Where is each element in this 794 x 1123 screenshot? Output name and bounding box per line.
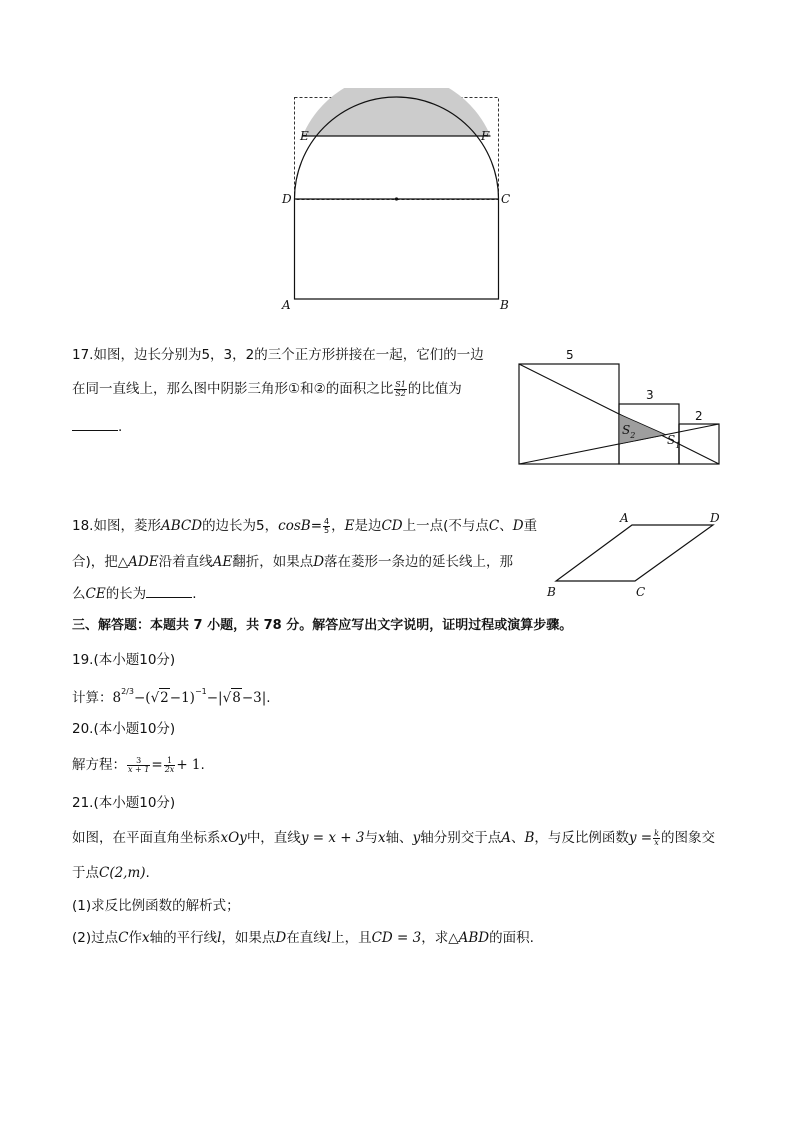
- q21-part1: (1)求反比例函数的解析式；: [72, 898, 240, 914]
- q17-line2: 在同一直线上，那么图中阴影三角形①和②的面积之比 $\frac{S1}{S2}$ 的比值为: [72, 379, 462, 398]
- q18-line3: 么CE的长为 .: [72, 586, 197, 602]
- q20-header: 20.(本小题10分): [72, 721, 176, 737]
- label-side-3: 3: [646, 388, 654, 402]
- label-b: B: [500, 298, 509, 312]
- label-e: E: [300, 129, 309, 143]
- semicircle-rectangle-figure: [270, 88, 520, 318]
- q17-line1: 17.如图，边长分别为5，3，2的三个正方形拼接在一起，它们的一边: [72, 347, 484, 363]
- label-d: D: [710, 511, 720, 525]
- section-heading: 三、解答题：本题共 7 小题，共 78 分。解答应写出文字说明，证明过程或演算步骤。: [72, 618, 573, 633]
- q18-line1: 18.如图，菱形ABCD的边长为5，cosB= $\frac{4}{5}$ ，E是边CD上一点(不与点C、D重: [72, 516, 538, 535]
- q21-part2: (2)过点C作x轴的平行线l，如果点D在直线l上，且CD = 3，求△ABD的面积.: [72, 930, 534, 946]
- rhombus-abcd: [556, 525, 713, 581]
- q17-line3: .: [72, 418, 122, 436]
- label-s1: $S_1$: [667, 433, 681, 450]
- rhombus-figure: [540, 508, 730, 600]
- three-squares-figure: [512, 344, 727, 469]
- q21-header: 21.(本小题10分): [72, 795, 176, 811]
- rectangle-abcd: [295, 199, 499, 299]
- center-point: [395, 197, 398, 200]
- label-a: A: [620, 511, 629, 525]
- q19-expression: 计算：$8^{2/3}-(√2-1)^{-1}-|√8-3|$.: [72, 687, 271, 706]
- q21-line1: 如图，在平面直角坐标系xOy中，直线y = x + 3与x轴、y轴分别交于点A、B，与反比例函数y = $\frac{k}{x}$ 的图象交: [72, 828, 715, 847]
- square-5: [519, 364, 619, 464]
- q18-line2: 合)，把△ADE沿着直线AE翻折，如果点D落在菱形一条边的延长线上，那: [72, 554, 514, 570]
- label-s2: $S_2$: [622, 423, 636, 440]
- label-side-2: 2: [695, 409, 703, 423]
- label-d: D: [282, 192, 292, 206]
- square-2: [679, 424, 719, 464]
- shaded-segment: [303, 88, 491, 136]
- label-f: F: [481, 129, 490, 143]
- q19-header: 19.(本小题10分): [72, 652, 176, 668]
- label-b: B: [547, 585, 556, 599]
- ratio-denominator: S2: [395, 388, 406, 398]
- answer-blank[interactable]: [146, 585, 192, 598]
- q20-equation: 解方程： $\frac{3}{x + 1}$ = $\frac{1}{2x}$ + 1.: [72, 755, 205, 774]
- label-side-5: 5: [566, 348, 574, 362]
- label-c: C: [501, 192, 511, 206]
- ratio-numerator: S1: [395, 379, 406, 389]
- label-a: A: [282, 298, 291, 312]
- label-c: C: [636, 585, 646, 599]
- q21-line2: 于点C(2,m).: [72, 865, 150, 881]
- answer-blank[interactable]: [72, 418, 118, 431]
